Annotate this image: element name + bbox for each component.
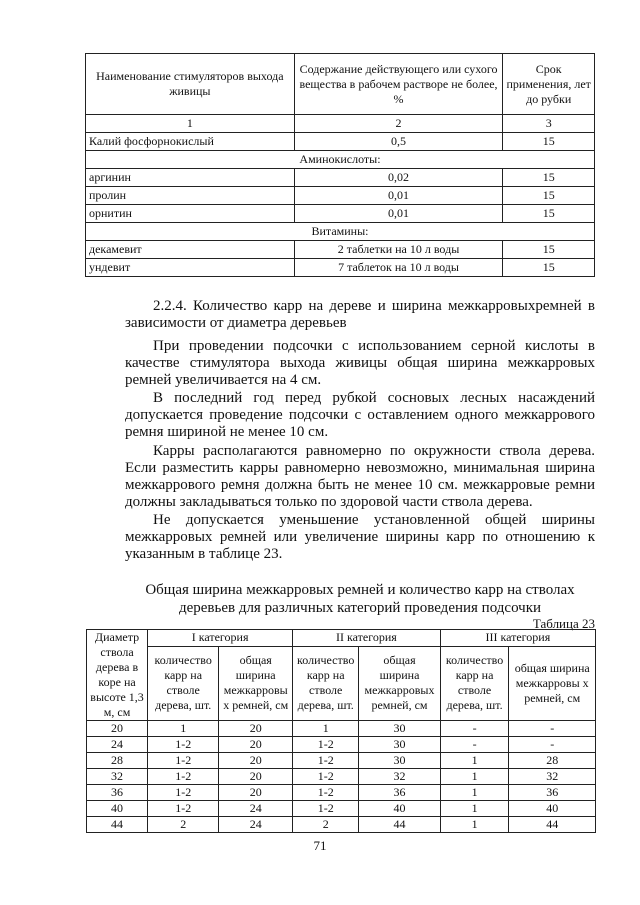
table-header-row bbox=[86, 54, 595, 115]
table-row bbox=[86, 133, 595, 151]
data-cell: 1-2 bbox=[293, 737, 359, 753]
data-cell: - bbox=[440, 721, 509, 737]
row-value: 0,02 bbox=[294, 169, 503, 187]
paragraph-1: При проведении подсочки с использованием серной кислоты в качестве стимулятора выхода живицы общая ширина межкарровых ремней увеличивается на 4 см. bbox=[125, 338, 595, 388]
row-name: декамевит bbox=[86, 241, 295, 259]
header-term: Срок применения, лет до рубки bbox=[503, 54, 595, 115]
data-cell: 36 bbox=[509, 785, 596, 801]
header-count: количество карр на стволе дерева, шт. bbox=[293, 646, 359, 720]
data-cell: 1-2 bbox=[148, 753, 219, 769]
caption-line-2: деревьев для различных категорий проведения подсочки bbox=[178, 600, 542, 616]
table-row bbox=[86, 259, 595, 277]
data-cell: - bbox=[509, 721, 596, 737]
header-count: количество карр на стволе дерева, шт. bbox=[440, 646, 509, 720]
row-value: 0,01 bbox=[294, 205, 503, 223]
table-row bbox=[86, 205, 595, 223]
data-cell: - bbox=[440, 737, 509, 753]
data-cell: 1-2 bbox=[293, 753, 359, 769]
table-row bbox=[86, 187, 595, 205]
diameter-cell: 20 bbox=[87, 721, 148, 737]
data-cell: 1-2 bbox=[293, 785, 359, 801]
data-cell: 32 bbox=[359, 769, 440, 785]
column-number-row bbox=[86, 115, 595, 133]
data-cell: 1-2 bbox=[293, 769, 359, 785]
data-cell: 40 bbox=[509, 801, 596, 817]
diameter-cell: 24 bbox=[87, 737, 148, 753]
row-term: 15 bbox=[503, 187, 595, 205]
row-term: 15 bbox=[503, 259, 595, 277]
row-name: орнитин bbox=[86, 205, 295, 223]
category-header-row bbox=[87, 630, 596, 647]
table-caption bbox=[125, 581, 595, 617]
section-row bbox=[86, 223, 595, 241]
row-name: Калий фосфорнокислый bbox=[86, 133, 295, 151]
col-number: 1 bbox=[86, 115, 295, 133]
data-cell: 2 bbox=[293, 817, 359, 833]
data-cell: - bbox=[509, 737, 596, 753]
data-cell: 1 bbox=[440, 817, 509, 833]
data-cell: 32 bbox=[509, 769, 596, 785]
diameter-cell: 40 bbox=[87, 801, 148, 817]
table-row bbox=[87, 801, 596, 817]
data-cell: 20 bbox=[219, 785, 293, 801]
data-cell: 1-2 bbox=[148, 785, 219, 801]
col-number: 2 bbox=[294, 115, 503, 133]
data-cell: 30 bbox=[359, 737, 440, 753]
data-cell: 20 bbox=[219, 753, 293, 769]
caption-line-1: Общая ширина межкарровых ремней и количество карр на стволах bbox=[145, 582, 575, 598]
section-row bbox=[86, 151, 595, 169]
section-amino-label: Аминокислоты: bbox=[86, 151, 595, 169]
header-category-3: III категория bbox=[440, 630, 595, 647]
row-name: ундевит bbox=[86, 259, 295, 277]
table-row bbox=[87, 817, 596, 833]
row-value: 2 таблетки на 10 л воды bbox=[294, 241, 503, 259]
diameter-cell: 28 bbox=[87, 753, 148, 769]
data-cell: 1 bbox=[440, 769, 509, 785]
table-row bbox=[86, 169, 595, 187]
row-value: 0,5 bbox=[294, 133, 503, 151]
section-vitamins-label: Витамины: bbox=[86, 223, 595, 241]
header-category-1: I категория bbox=[148, 630, 293, 647]
row-name: пролин bbox=[86, 187, 295, 205]
header-width: общая ширина межкарровы х ремней, см bbox=[509, 646, 596, 720]
data-cell: 1-2 bbox=[148, 801, 219, 817]
row-name: аргинин bbox=[86, 169, 295, 187]
data-cell: 20 bbox=[219, 769, 293, 785]
data-cell: 30 bbox=[359, 721, 440, 737]
paragraph-4: Не допускается уменьшение установленной общей ширины межкарровых ремней или увеличение ширины карр по отношению к указанным в таблице 23. bbox=[125, 512, 595, 562]
header-stimulator-name: Наименование стимуляторов выхода живицы bbox=[86, 54, 295, 115]
data-cell: 20 bbox=[219, 737, 293, 753]
row-term: 15 bbox=[503, 169, 595, 187]
row-term: 15 bbox=[503, 241, 595, 259]
data-cell: 1 bbox=[440, 801, 509, 817]
diameter-cell: 36 bbox=[87, 785, 148, 801]
data-cell: 28 bbox=[509, 753, 596, 769]
row-value: 7 таблеток на 10 л воды bbox=[294, 259, 503, 277]
data-cell: 1-2 bbox=[148, 769, 219, 785]
table-row bbox=[86, 241, 595, 259]
table-row bbox=[87, 737, 596, 753]
paragraph-3: Карры располагаются равномерно по окружности ствола дерева. Если разместить карры равномерно невозможно, минимальная ширина межкаррового ремня должна быть не менее 10 см. межкарровые ремни должны закладываться только по здоровой части ствола дерева. bbox=[125, 443, 595, 510]
row-term: 15 bbox=[503, 205, 595, 223]
header-content: Содержание действующего или сухого вещества в рабочем растворе не более, % bbox=[294, 54, 503, 115]
header-width: общая ширина межкарровы х ремней, см bbox=[219, 646, 293, 720]
header-diameter: Диаметр ствола дерева в коре на высоте 1,3 м, см bbox=[87, 630, 148, 721]
section-heading: 2.2.4. Количество карр на дереве и ширина межкарровыхремней в зависимости от диаметра деревьев bbox=[125, 298, 595, 331]
table-row bbox=[87, 721, 596, 737]
data-cell: 1 bbox=[148, 721, 219, 737]
col-number: 3 bbox=[503, 115, 595, 133]
data-cell: 1-2 bbox=[148, 737, 219, 753]
categories-table-body bbox=[87, 721, 596, 833]
header-category-2: II категория bbox=[293, 630, 441, 647]
data-cell: 36 bbox=[359, 785, 440, 801]
paragraph-2: В последний год перед рубкой сосновых лесных насаждений допускается проведение подсочки с оставлением одного межкаррового ремня шириной не менее 10 см. bbox=[125, 390, 595, 440]
diameter-cell: 32 bbox=[87, 769, 148, 785]
data-cell: 20 bbox=[219, 721, 293, 737]
row-term: 15 bbox=[503, 133, 595, 151]
header-width: общая ширина межкарровых ремней, см bbox=[359, 646, 440, 720]
row-value: 0,01 bbox=[294, 187, 503, 205]
table-row bbox=[87, 785, 596, 801]
subheader-row bbox=[87, 646, 596, 720]
data-cell: 24 bbox=[219, 817, 293, 833]
data-cell: 1 bbox=[440, 753, 509, 769]
data-cell: 24 bbox=[219, 801, 293, 817]
header-count: количество карр на стволе дерева, шт. bbox=[148, 646, 219, 720]
categories-table bbox=[86, 629, 596, 833]
data-cell: 1 bbox=[293, 721, 359, 737]
table-number: Таблица 23 bbox=[532, 616, 595, 631]
data-cell: 44 bbox=[509, 817, 596, 833]
data-cell: 2 bbox=[148, 817, 219, 833]
data-cell: 40 bbox=[359, 801, 440, 817]
data-cell: 30 bbox=[359, 753, 440, 769]
table-row bbox=[87, 753, 596, 769]
data-cell: 1 bbox=[440, 785, 509, 801]
table-row bbox=[87, 769, 596, 785]
data-cell: 1-2 bbox=[293, 801, 359, 817]
page-number: 71 bbox=[313, 838, 327, 853]
diameter-cell: 44 bbox=[87, 817, 148, 833]
data-cell: 44 bbox=[359, 817, 440, 833]
stimulators-table bbox=[85, 53, 595, 277]
